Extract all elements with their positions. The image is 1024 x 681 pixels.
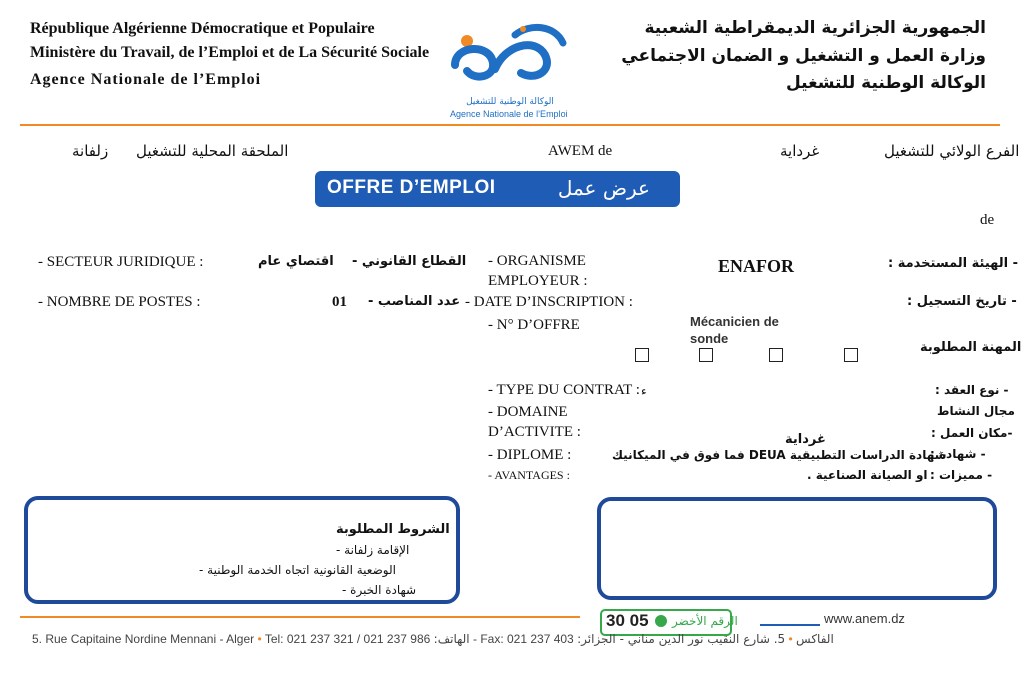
diplome-label: - DIPLOME : [488,447,572,463]
header-ar-line1: الجمهورية الجزائرية الديمقراطية الشعبية [644,18,986,38]
fax-ar: :الفاكس [577,632,834,646]
office-local-annex: الملحقة المحلية للتشغيل [136,142,289,160]
website-link[interactable]: www.anem.dz [824,611,905,626]
checkbox-1[interactable] [635,348,649,362]
separator-dot: • [788,632,793,646]
diploma-value-2: او الصيانة الصناعية . [807,468,928,482]
footer-address-bar [32,632,834,646]
domaine-label-2: D’ACTIVITE : [488,424,581,440]
postes-label-fr: - NOMBRE DE POSTES : [38,294,201,310]
de-label: de [980,212,995,228]
condition-text: الوضعية القانونية اتجاه الخدمة الوطنية [207,563,396,577]
offer-title-bar [315,171,680,207]
offer-title-ar: عرض عمل [557,176,650,200]
anem-logo-icon [445,15,575,95]
fax: - Fax: 021 237 403 [472,632,574,646]
diploma-label-ar: - شهادة : [930,447,986,461]
tel: Tel: 021 237 321 / 021 237 986 [264,632,431,646]
workplace-value: غرداية [785,432,826,447]
footer-divider-left [20,616,580,618]
address-ar: 5. شارع النقيب نور الدين مناني - الجزائر [581,632,786,646]
profession-value-1: Mécanicien de [690,314,779,329]
green-number-label: الرقم الأخضر [672,614,738,628]
office-ghardaia: غرداية [780,142,820,160]
header-fr-line1: République Algérienne Démocratique et Populaire [30,20,375,37]
office-branch: الفرع الولائي للتشغيل [884,142,1020,160]
condition-text: الإقامة زلفانة [344,543,410,557]
checkbox-4[interactable] [844,348,858,362]
green-number: 30 05 [606,611,649,630]
domain-label-ar: مجال النشاط [937,404,1015,418]
postes-label-ar: عدد المناصب - [368,294,461,309]
organisme-label-2: EMPLOYEUR : [488,273,588,289]
office-zlafana: زلفانة [72,142,109,160]
separator-dot: • [257,632,262,646]
num-offre-label: - N° D’OFFRE [488,317,580,333]
profession-value-2: sonde [690,331,729,346]
postes-value: 01 [332,294,347,310]
contract-type-suffix: ء [641,384,647,398]
organisme-label-1: - ORGANISME [488,253,586,269]
conditions-title: الشروط المطلوبة [336,522,450,537]
contract-type-label: - TYPE DU CONTRAT : [488,382,640,398]
header-divider [20,124,1000,126]
header-ar-line3: الوكالة الوطنية للتشغيل [785,73,986,93]
secteur-value: اقتصاي عام [258,254,334,269]
logo-ar-text: الوكالة الوطنية للتشغيل [466,97,554,107]
date-label-ar: - تاريخ التسجيل : [907,294,1017,309]
office-awem: AWEM de [548,143,613,159]
workplace-label-ar: -مكان العمل : [931,426,1013,440]
contract-label-ar: - نوع العقد : [935,383,1009,397]
header-fr-line2: Ministère du Travail, de l’Emploi et de La Sécurité Sociale [30,44,430,61]
conditions-bullet: الإقامة زلفانة - [336,543,410,557]
employer-label-ar: - الهيئة المستخدمة : [888,256,1018,271]
secteur-label-ar: القطاع القانوني - [352,254,467,269]
date-inscription-label: - DATE D’INSCRIPTION : [465,294,633,310]
conditions-bullet: شهادة الخبرة - [342,583,417,597]
secteur-label-fr: - SECTEUR JURIDIQUE : [38,254,204,270]
condition-text: شهادة الخبرة [350,583,417,597]
header-fr-line3: Agence Nationale de l’Emploi [30,71,262,88]
profession-label-ar: المهنة المطلوبة [920,340,1022,355]
address-fr: 5. Rue Capitaine Nordine Mennani - Alger [32,632,255,646]
advantages-label-ar: - مميزات : [930,468,993,482]
offer-title-fr: OFFRE D’EMPLOI [327,177,496,198]
header-ar-line2: وزارة العمل و التشغيل و الضمان الاجتماعي [621,46,986,66]
checkbox-3[interactable] [769,348,783,362]
footer-blue-line [760,624,820,626]
domaine-label-1: - DOMAINE [488,404,568,420]
conditions-bullet: الوضعية القانونية اتجاه الخدمة الوطنية - [199,563,396,577]
logo-fr-text: Agence Nationale de l’Emploi [450,109,568,119]
phone-icon [655,615,667,627]
empty-notes-box [597,497,997,600]
diploma-value-1: شهادة الدراسات التطبيقية DEUA فما فوق في الميكانيك [612,448,947,462]
anem-logo [445,15,575,120]
employer-value: ENAFOR [718,256,794,276]
tel-ar: :الهاتف [433,632,470,646]
avantages-label: - AVANTAGES : [488,468,570,482]
checkbox-2[interactable] [699,348,713,362]
